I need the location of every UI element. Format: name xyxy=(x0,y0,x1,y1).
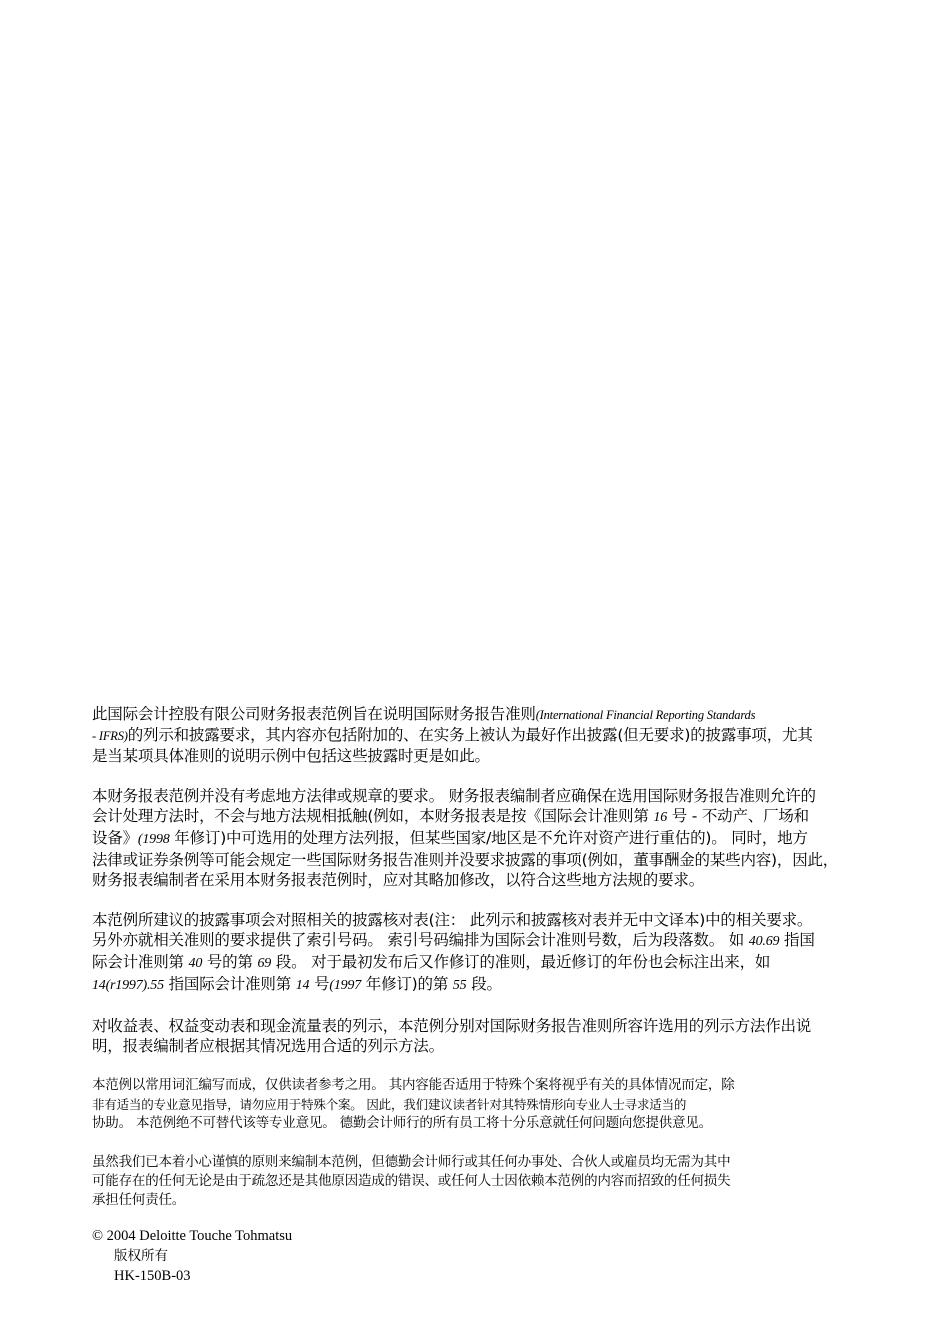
text-line: 协助。 本范例绝不可替代该等专业意见。 德勤会计师行的所有员工将十分乐意就任何问题向您提供意见。 xyxy=(92,1115,712,1131)
text-run: 另外亦就相关准则的要求提供了索引号码。 索引号码编排为国际会计准则号数，后为段落数。 如 xyxy=(92,931,749,949)
text-line xyxy=(92,704,940,725)
disclaimer-paragraph xyxy=(92,1076,940,1133)
text-run: 号 xyxy=(309,975,330,993)
text-run: 段。 xyxy=(466,975,502,993)
document-code: HK-150B-03 xyxy=(114,1268,191,1284)
checklist-paragraph xyxy=(92,910,940,996)
presentation-paragraph xyxy=(92,1016,940,1056)
text-line: 是当某项具体准则的说明示例中包括这些披露时更是如此。 xyxy=(92,747,490,765)
text-run: - IFRS) xyxy=(92,729,128,743)
text-run: 段。 对于最初发布后又作修订的准则，最近修订的年份也会标注出来，如 xyxy=(271,953,771,971)
text-run: 40.69 xyxy=(748,934,780,949)
text-run: 14 xyxy=(295,978,310,993)
text-line xyxy=(92,828,940,850)
text-line xyxy=(92,806,940,828)
text-line xyxy=(92,725,940,746)
text-run: 14(r1997).55 xyxy=(92,978,164,993)
liability-paragraph xyxy=(92,1153,940,1210)
copyright-block xyxy=(92,1226,940,1286)
text-run: 号的第 xyxy=(202,953,258,971)
intro-paragraph xyxy=(92,704,940,766)
text-run: 55 xyxy=(452,978,467,993)
text-run: (1998 xyxy=(137,832,170,847)
text-line xyxy=(92,952,940,974)
text-run: 会计处理方法时，不会与地方法规相抵触(例如，本财务报表是按《国际会计准则第 xyxy=(92,807,654,825)
text-line: 可能存在的任何无论是由于疏忽还是其他原因造成的错误、或任何人士因依赖本范例的内容而招致的任何损失 xyxy=(92,1173,731,1189)
text-run: 此国际会计控股有限公司财务报表范例旨在说明国际财务报告准则 xyxy=(92,705,536,723)
text-line: 非有适当的专业意见指导，请勿应用于特殊个案。 因此，我们建议读者针对其特殊情形向专业人士寻求适当的 xyxy=(92,1097,687,1112)
text-line xyxy=(92,930,940,952)
text-run: (International Financial Reporting Standards xyxy=(535,708,756,722)
text-run: 16 xyxy=(653,810,667,825)
rights-line: 版权所有 xyxy=(114,1248,168,1264)
text-run: 69 xyxy=(257,956,272,971)
text-run: 际会计准则第 xyxy=(92,953,189,971)
text-run: 年修订)中可选用的处理方法列报，但某些国家/地区是不允许对资产进行重估的)。 同时，地方 xyxy=(169,829,808,847)
copyright-line: © 2004 Deloitte Touche Tohmatsu xyxy=(92,1228,293,1244)
text-run: 指国 xyxy=(779,931,815,949)
text-run: 指国际会计准则第 xyxy=(163,975,296,993)
text-run: 设备》 xyxy=(92,829,138,847)
document-body xyxy=(92,704,940,1286)
text-line: 承担任何责任。 xyxy=(92,1192,186,1208)
text-line: 财务报表编制者在采用本财务报表范例时，应对其略加修改，以符合这些地方法规的要求。 xyxy=(92,871,705,889)
text-line: 本范例所建议的披露事项会对照相关的披露核对表(注： 此列示和披露核对表并无中文译本)中的相关要求。 xyxy=(92,911,813,929)
text-run: (1997 xyxy=(329,978,362,993)
text-run: 号 - 不动产、厂场和 xyxy=(667,807,809,825)
text-line: 明，报表编制者应根据其情况选用合适的列示方法。 xyxy=(92,1037,444,1055)
text-run: 的列示和披露要求，其内容亦包括附加的、在实务上被认为最好作出披露(但无要求)的披露事项，尤其 xyxy=(127,726,813,744)
text-line xyxy=(92,974,940,996)
local-law-paragraph xyxy=(92,786,940,890)
text-line: 法律或证券条例等可能会规定一些国际财务报告准则并没要求披露的事项(例如，董事酬金的某些内容)，因此， xyxy=(92,851,839,869)
text-line: 本财务报表范例并没有考虑地方法律或规章的要求。 财务报表编制者应确保在选用国际财务报告准则允许的 xyxy=(92,787,816,805)
text-run: 40 xyxy=(188,956,203,971)
text-line: 本范例以常用词汇编写而成，仅供读者参考之用。 其内容能否适用于特殊个案将视乎有关的具体情况而定，除 xyxy=(92,1077,735,1093)
text-line: 对收益表、权益变动表和现金流量表的列示，本范例分别对国际财务报告准则所容许选用的列示方法作出说 xyxy=(92,1017,812,1035)
text-run: 年修订)的第 xyxy=(361,975,453,993)
text-line: 虽然我们已本着小心谨慎的原则来编制本范例，但德勤会计师行或其任何办事处、合伙人或雇员均无需为其中 xyxy=(92,1154,731,1170)
